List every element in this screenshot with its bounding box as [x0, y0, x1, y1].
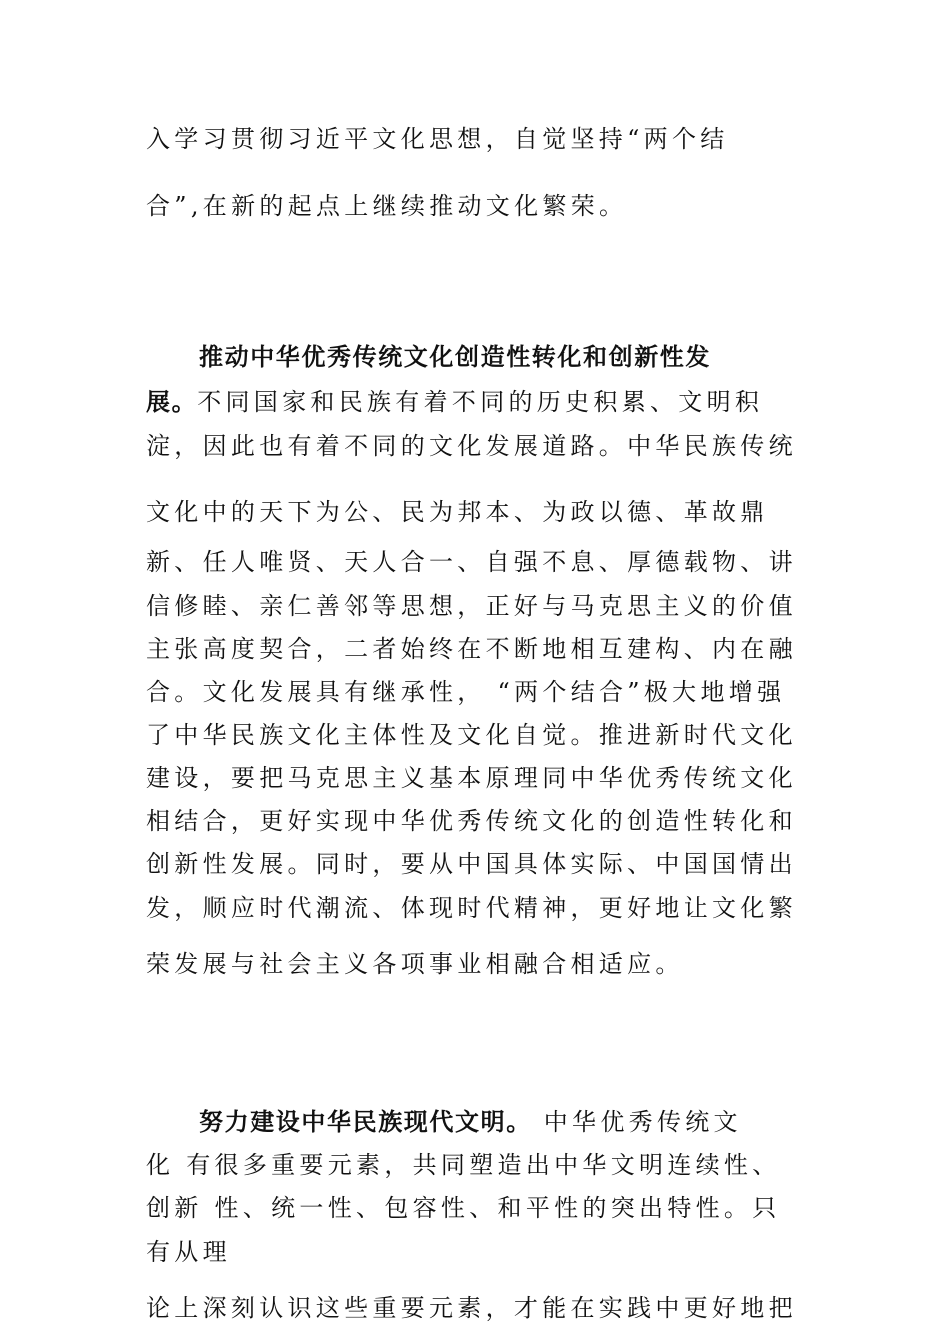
section-heading: 努力建设中华民族现代文明。 [199, 1108, 532, 1136]
text-line: 相结合，更好实现中华优秀传统文化的创造性转化和 [146, 807, 797, 835]
text-line: 文化中的天下为公、民为邦本、为政以德、革故鼎 [146, 498, 769, 526]
text-line: 主张高度契合，二者始终在不断地相互建构、内在融 [146, 635, 797, 663]
text-line: 信修睦、亲仁善邻等思想，正好与马克思主义的价值 [146, 592, 797, 620]
text-line: 化 有很多重要元素，共同塑造出中华文明连续性、 [146, 1151, 781, 1179]
text-line: 有从理 [146, 1238, 231, 1266]
text-line: 荣发展与社会主义各项事业相融合相适应。 [146, 950, 684, 978]
text-line: 建设，要把马克思主义基本原理同中华优秀传统文化 [146, 764, 797, 792]
text-run: 不同国家和民族有着不同的历史积累、文明积 [197, 388, 764, 416]
text-line: 新、任人唯贤、天人合一、自强不息、厚德载物、讲 [146, 548, 797, 576]
text-line: 创新性发展。同时，要从中国具体实际、中国国情出 [146, 850, 797, 878]
text-line: 合。文化发展具有继承性， “两个结合”极大地增强 [146, 678, 786, 706]
text-line: 入学习贯彻习近平文化思想，自觉坚持“两个结 [146, 125, 729, 153]
text-line: 了中华民族文化主体性及文化自觉。推进新时代文化 [146, 721, 797, 749]
section-heading-end: 展。 [146, 388, 198, 416]
text-line: 创新 性、统一性、包容性、和平性的突出特性。只 [146, 1194, 781, 1222]
text-line: 淀，因此也有着不同的文化发展道路。中华民族传统 [146, 432, 797, 460]
text-line [146, 386, 786, 418]
text-line: 论上深刻认识这些重要元素，才能在实践中更好地把 [146, 1294, 797, 1322]
text-line: 发，顺应时代潮流、体现时代精神，更好地让文化繁 [146, 894, 797, 922]
text-run: 中华优秀传统文 [531, 1108, 742, 1136]
text-line [199, 1106, 839, 1138]
text-line: 合”,在新的起点上继续推动文化繁荣。 [146, 192, 628, 220]
section-heading: 推动中华优秀传统文化创造性转化和创新性发 [199, 343, 711, 371]
